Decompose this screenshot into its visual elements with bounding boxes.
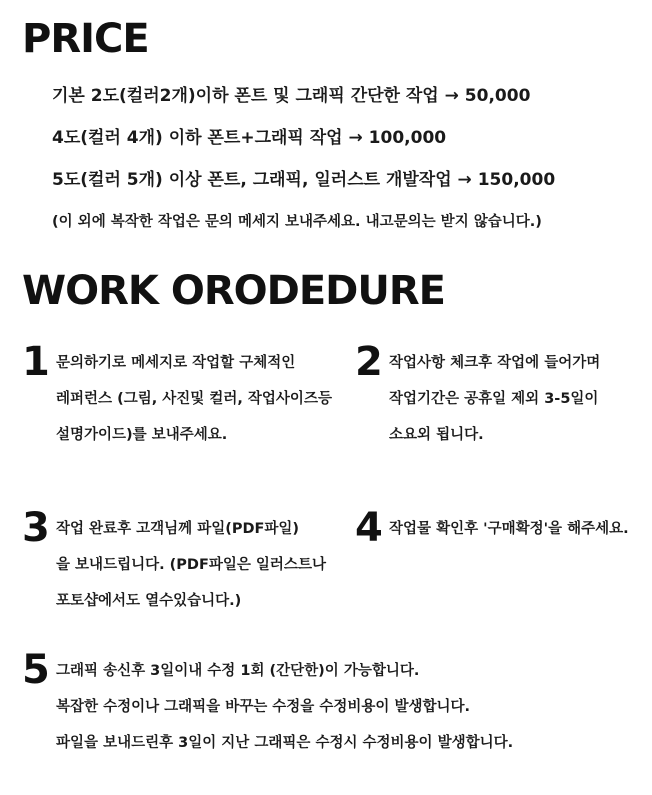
step-text: [389, 345, 600, 453]
step-line: 레퍼런스 (그림, 사진및 컬러, 작업사이즈등: [56, 391, 332, 407]
step-line: 을 보내드립니다. (PDF파일은 일러스트나: [56, 557, 326, 573]
price-list: [52, 80, 642, 248]
step-line: 설명가이드)를 보내주세요.: [56, 427, 228, 443]
step-line: 작업기간은 공휴일 제외 3-5일이: [389, 391, 599, 407]
procedure-heading: WORK ORODEDURE: [22, 268, 445, 314]
price-line-five-color: 5도(컬러 5개) 이상 폰트, 그래픽, 일러스트 개발작업 → 150,000: [52, 170, 556, 190]
step-number: 2: [355, 339, 383, 385]
step-line: 그래픽 송신후 3일이내 수정 1회 (간단한)이 가능합니다.: [56, 663, 420, 679]
price-line-basic: 기본 2도(컬러2개)이하 폰트 및 그래픽 간단한 작업 → 50,000: [52, 86, 531, 106]
step-number: 5: [22, 647, 50, 693]
step-line: 작업물 확인후 '구매확정'을 해주세요.: [389, 521, 629, 537]
step-line: 작업 완료후 고객님께 파일(PDF파일): [56, 521, 300, 537]
step-number: 3: [22, 505, 50, 551]
step-line: 복잡한 수정이나 그래픽을 바꾸는 수정을 수정비용이 발생합니다.: [56, 699, 470, 715]
step-number: 1: [22, 339, 50, 385]
step-line: 파일을 보내드린후 3일이 지난 그래픽은 수정시 수정비용이 발생합니다.: [56, 735, 514, 751]
price-heading: PRICE: [22, 16, 149, 62]
step-line: 문의하기로 메세지로 작업할 구체적인: [56, 355, 296, 371]
step-text: [56, 653, 513, 761]
step-text: [389, 511, 629, 547]
price-line-four-color: 4도(컬러 4개) 이하 폰트+그래픽 작업 → 100,000: [52, 128, 447, 148]
price-note: (이 외에 복작한 작업은 문의 메세지 보내주세요. 내고문의는 받지 않습니다.): [52, 214, 542, 230]
step-number: 4: [355, 505, 383, 551]
step-line: 포토샵에서도 열수있습니다.): [56, 593, 242, 609]
step-text: [56, 345, 332, 453]
step-text: [56, 511, 326, 619]
step-line: 소요외 됩니다.: [389, 427, 484, 443]
step-line: 작업사항 체크후 작업에 들어가며: [389, 355, 601, 371]
